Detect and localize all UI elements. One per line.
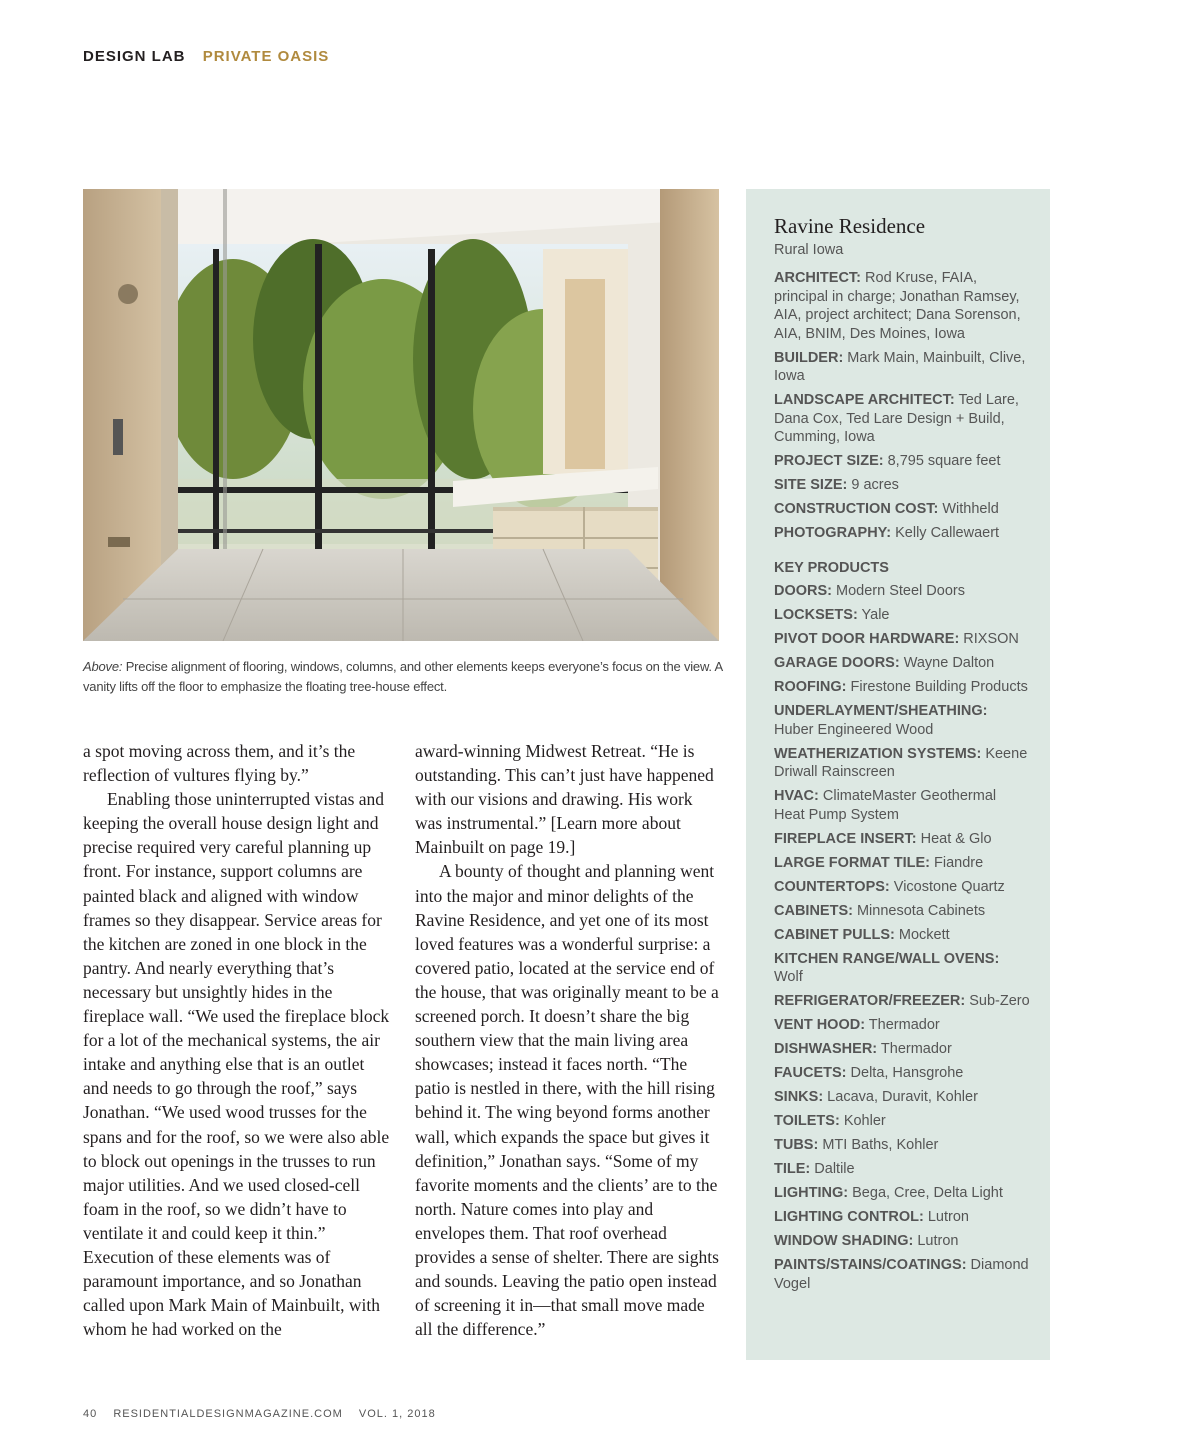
product-item-value: Lutron bbox=[923, 1209, 969, 1225]
product-item bbox=[774, 1232, 1030, 1251]
page-number: 40 bbox=[83, 1408, 98, 1420]
volume: VOL. 1, 2018 bbox=[358, 1408, 436, 1420]
product-item bbox=[774, 1040, 1030, 1059]
credit-item-label: ARCHITECT: bbox=[774, 270, 861, 286]
product-item-label: ROOFING: bbox=[774, 679, 847, 695]
product-item-value: Thermador bbox=[877, 1041, 952, 1057]
product-item-label: TOILETS: bbox=[774, 1113, 840, 1129]
product-item bbox=[774, 654, 1030, 673]
product-item-value: Wayne Dalton bbox=[899, 655, 995, 671]
product-item-value: Diamond Vogel bbox=[774, 1257, 1029, 1292]
product-item-value: Bega, Cree, Delta Light bbox=[848, 1185, 1003, 1201]
bathroom-photo bbox=[83, 189, 719, 641]
product-item-value: Kohler bbox=[839, 1113, 886, 1129]
product-item-label: WEATHERIZATION SYSTEMS: bbox=[774, 745, 982, 762]
product-item-label: KITCHEN RANGE/WALL OVENS: bbox=[774, 950, 1000, 967]
paragraph: Enabling those uninterrupted vistas and keeping the overall house design light and precise required very careful planning up front. For instance, support columns are painted black and aligned with window frames so they disappear. Service areas for the kitchen are zoned in one block in the pantry. And nearly everything that’s necessary but unsightly hides in the fireplace wall. “We used the fireplace block for a lot of the mechanical systems, the air intake and anything else that is an outlet and needs to go through the roof,” says Jonathan. “We used wood trusses for the spans and for the roof, so we were also able to block out openings in the trusses to run major utilities. And we used closed-cell foam in the roof, so we didn’t have to ventilate it and could keep it thin.” Execution of these elements was of paramount importance, and so Jonathan called upon Mark Main of Mainbuilt, with whom he had worked on the bbox=[83, 789, 390, 1340]
product-item-value: Delta, Hansgrohe bbox=[846, 1065, 964, 1081]
product-item-label: UNDERLAYMENT/SHEATHING: bbox=[774, 703, 988, 719]
product-item-label: TILE: bbox=[774, 1161, 811, 1177]
product-item-value: Lutron bbox=[913, 1233, 959, 1249]
page-footer bbox=[83, 1408, 448, 1420]
article-column-2 bbox=[415, 739, 723, 1341]
section-label: DESIGN LAB bbox=[83, 48, 186, 65]
credit-item-label: PHOTOGRAPHY: bbox=[774, 525, 892, 541]
product-item-value: Heat & Glo bbox=[916, 830, 992, 847]
product-item bbox=[774, 1208, 1030, 1227]
project-sidebar bbox=[746, 189, 1050, 1360]
product-item-value: Firestone Building Products bbox=[846, 679, 1028, 695]
product-item bbox=[774, 745, 1030, 782]
credit-item-label: BUILDER: bbox=[774, 349, 844, 366]
product-item-value: Keene Driwall Rainscreen bbox=[774, 745, 1028, 780]
product-item bbox=[774, 1088, 1030, 1107]
credit-item bbox=[774, 391, 1030, 447]
product-item-label: LIGHTING CONTROL: bbox=[774, 1209, 924, 1225]
product-item bbox=[774, 787, 1030, 824]
credit-item bbox=[774, 476, 1030, 495]
key-products-heading: KEY PRODUCTS bbox=[774, 559, 889, 576]
running-header bbox=[83, 48, 329, 65]
product-item-value: Minnesota Cabinets bbox=[852, 902, 986, 919]
product-item bbox=[774, 606, 1030, 625]
product-item-value: Huber Engineered Wood bbox=[774, 721, 934, 738]
project-title: Ravine Residence bbox=[774, 214, 926, 238]
project-location: Rural Iowa bbox=[774, 242, 844, 258]
product-item-value: Sub-Zero bbox=[965, 993, 1030, 1009]
product-item-value: Thermador bbox=[865, 1017, 940, 1033]
product-item-label: DISHWASHER: bbox=[774, 1041, 878, 1057]
product-item-label: CABINETS: bbox=[774, 902, 853, 919]
product-item-label: WINDOW SHADING: bbox=[774, 1233, 914, 1249]
product-item bbox=[774, 1136, 1030, 1155]
credits-list bbox=[774, 269, 1030, 543]
product-item bbox=[774, 702, 1030, 739]
product-item-label: FIREPLACE INSERT: bbox=[774, 830, 917, 847]
product-item-value: Fiandre bbox=[930, 854, 984, 871]
product-item-label: LIGHTING: bbox=[774, 1185, 849, 1201]
credit-item-label: PROJECT SIZE: bbox=[774, 453, 884, 469]
site-url: RESIDENTIALDESIGNMAGAZINE.COM bbox=[113, 1408, 343, 1420]
product-item bbox=[774, 902, 1030, 921]
product-item-label: FAUCETS: bbox=[774, 1065, 847, 1081]
credit-item-value: Ted Lare, Dana Cox, Ted Lare Design + Build, Cumming, Iowa bbox=[774, 392, 1019, 445]
credit-item-value: 9 acres bbox=[847, 477, 899, 493]
credit-item bbox=[774, 452, 1030, 471]
product-item bbox=[774, 1064, 1030, 1083]
credit-item bbox=[774, 349, 1030, 386]
credit-item bbox=[774, 269, 1030, 343]
credit-item-value: 8,795 square feet bbox=[883, 453, 1001, 469]
product-item bbox=[774, 678, 1030, 697]
product-item bbox=[774, 854, 1030, 873]
product-item-value: Daltile bbox=[810, 1161, 855, 1177]
product-item-label: LARGE FORMAT TILE: bbox=[774, 854, 930, 871]
product-item-label: TUBS: bbox=[774, 1137, 819, 1153]
credit-item-value: Kelly Callewaert bbox=[891, 525, 1000, 541]
credit-item-value: Mark Main, Mainbuilt, Clive, Iowa bbox=[774, 349, 1026, 384]
product-item bbox=[774, 1160, 1030, 1179]
product-item-value: ClimateMaster Geothermal Heat Pump System bbox=[774, 788, 997, 823]
paragraph: A bounty of thought and planning went into the major and minor delights of the Ravine Residence, and yet one of its most loved features was a wonderful surprise: a covered patio, located at the service end of the house, that was originally meant to be a screened porch. It doesn’t share the big southern view that the main living area showcases; instead it faces north. “The patio is nestled in there, with the hill rising behind it. The wing beyond forms another wall, which expands the space but gives it definition,” Jonathan says. “Some of my favorite moments and the clients’ are to the north. Nature comes into play and envelopes them. That roof overhead provides a sense of shelter. There are sights and sounds. Leaving the patio open instead of screening it in—that small move made all the difference.” bbox=[415, 861, 719, 1340]
photo-caption bbox=[83, 657, 723, 697]
product-item-label: CABINET PULLS: bbox=[774, 926, 895, 943]
bathroom-illustration bbox=[83, 189, 719, 641]
product-item bbox=[774, 630, 1030, 649]
credit-item-value: Withheld bbox=[938, 501, 999, 517]
credit-item-label: SITE SIZE: bbox=[774, 477, 848, 493]
product-item bbox=[774, 878, 1030, 897]
product-item-value: Modern Steel Doors bbox=[832, 583, 965, 599]
credit-item bbox=[774, 500, 1030, 519]
product-item bbox=[774, 992, 1030, 1011]
product-item-value: RIXSON bbox=[959, 631, 1019, 647]
product-item bbox=[774, 1112, 1030, 1131]
article-column-1 bbox=[83, 739, 391, 1341]
product-item bbox=[774, 1016, 1030, 1035]
paragraph: award-winning Midwest Retreat. “He is outstanding. This can’t just have happened with our visions and drawing. His work was instrumental.” [Learn more about Mainbuilt on page 19.] bbox=[415, 741, 714, 858]
product-item bbox=[774, 1184, 1030, 1203]
product-item bbox=[774, 582, 1030, 601]
product-item-label: COUNTERTOPS: bbox=[774, 878, 890, 895]
credit-item bbox=[774, 524, 1030, 543]
product-item-value: Mockett bbox=[894, 926, 950, 943]
products-list bbox=[774, 582, 1030, 1293]
credit-item-label: CONSTRUCTION COST: bbox=[774, 501, 939, 517]
product-item-value: MTI Baths, Kohler bbox=[818, 1137, 939, 1153]
product-item-label: REFRIGERATOR/FREEZER: bbox=[774, 993, 966, 1009]
subsection-label: PRIVATE OASIS bbox=[202, 48, 330, 65]
product-item-value: Wolf bbox=[774, 969, 803, 985]
product-item-label: DOORS: bbox=[774, 583, 832, 599]
credit-item-label: LANDSCAPE ARCHITECT: bbox=[774, 392, 955, 408]
product-item-label: HVAC: bbox=[774, 788, 819, 804]
product-item-label: PAINTS/STAINS/COATINGS: bbox=[774, 1257, 967, 1273]
paragraph: a spot moving across them, and it’s the reflection of vultures flying by.” bbox=[83, 741, 356, 786]
product-item-label: SINKS: bbox=[774, 1089, 824, 1105]
product-item-label: LOCKSETS: bbox=[774, 607, 858, 623]
product-item-label: PIVOT DOOR HARDWARE: bbox=[774, 631, 960, 647]
product-item-value: Vicostone Quartz bbox=[889, 878, 1005, 895]
product-item-value: Yale bbox=[857, 607, 890, 623]
caption-text: Precise alignment of flooring, windows, columns, and other elements keeps everyone’s focus on the view. A vanity lifts off the floor to emphasize the floating tree-house effect. bbox=[83, 659, 723, 694]
product-item bbox=[774, 830, 1030, 849]
product-item bbox=[774, 1256, 1030, 1293]
product-item-value: Lacava, Duravit, Kohler bbox=[823, 1089, 978, 1105]
product-item-label: GARAGE DOORS: bbox=[774, 655, 900, 671]
caption-lead: Above: bbox=[83, 659, 123, 674]
product-item bbox=[774, 950, 1030, 987]
product-item-label: VENT HOOD: bbox=[774, 1017, 866, 1033]
product-item bbox=[774, 926, 1030, 945]
credit-item-value: Rod Kruse, FAIA, principal in charge; Jonathan Ramsey, AIA, project architect; Dana Sorenson, AIA, BNIM, Des Moines, Iowa bbox=[774, 270, 1021, 342]
